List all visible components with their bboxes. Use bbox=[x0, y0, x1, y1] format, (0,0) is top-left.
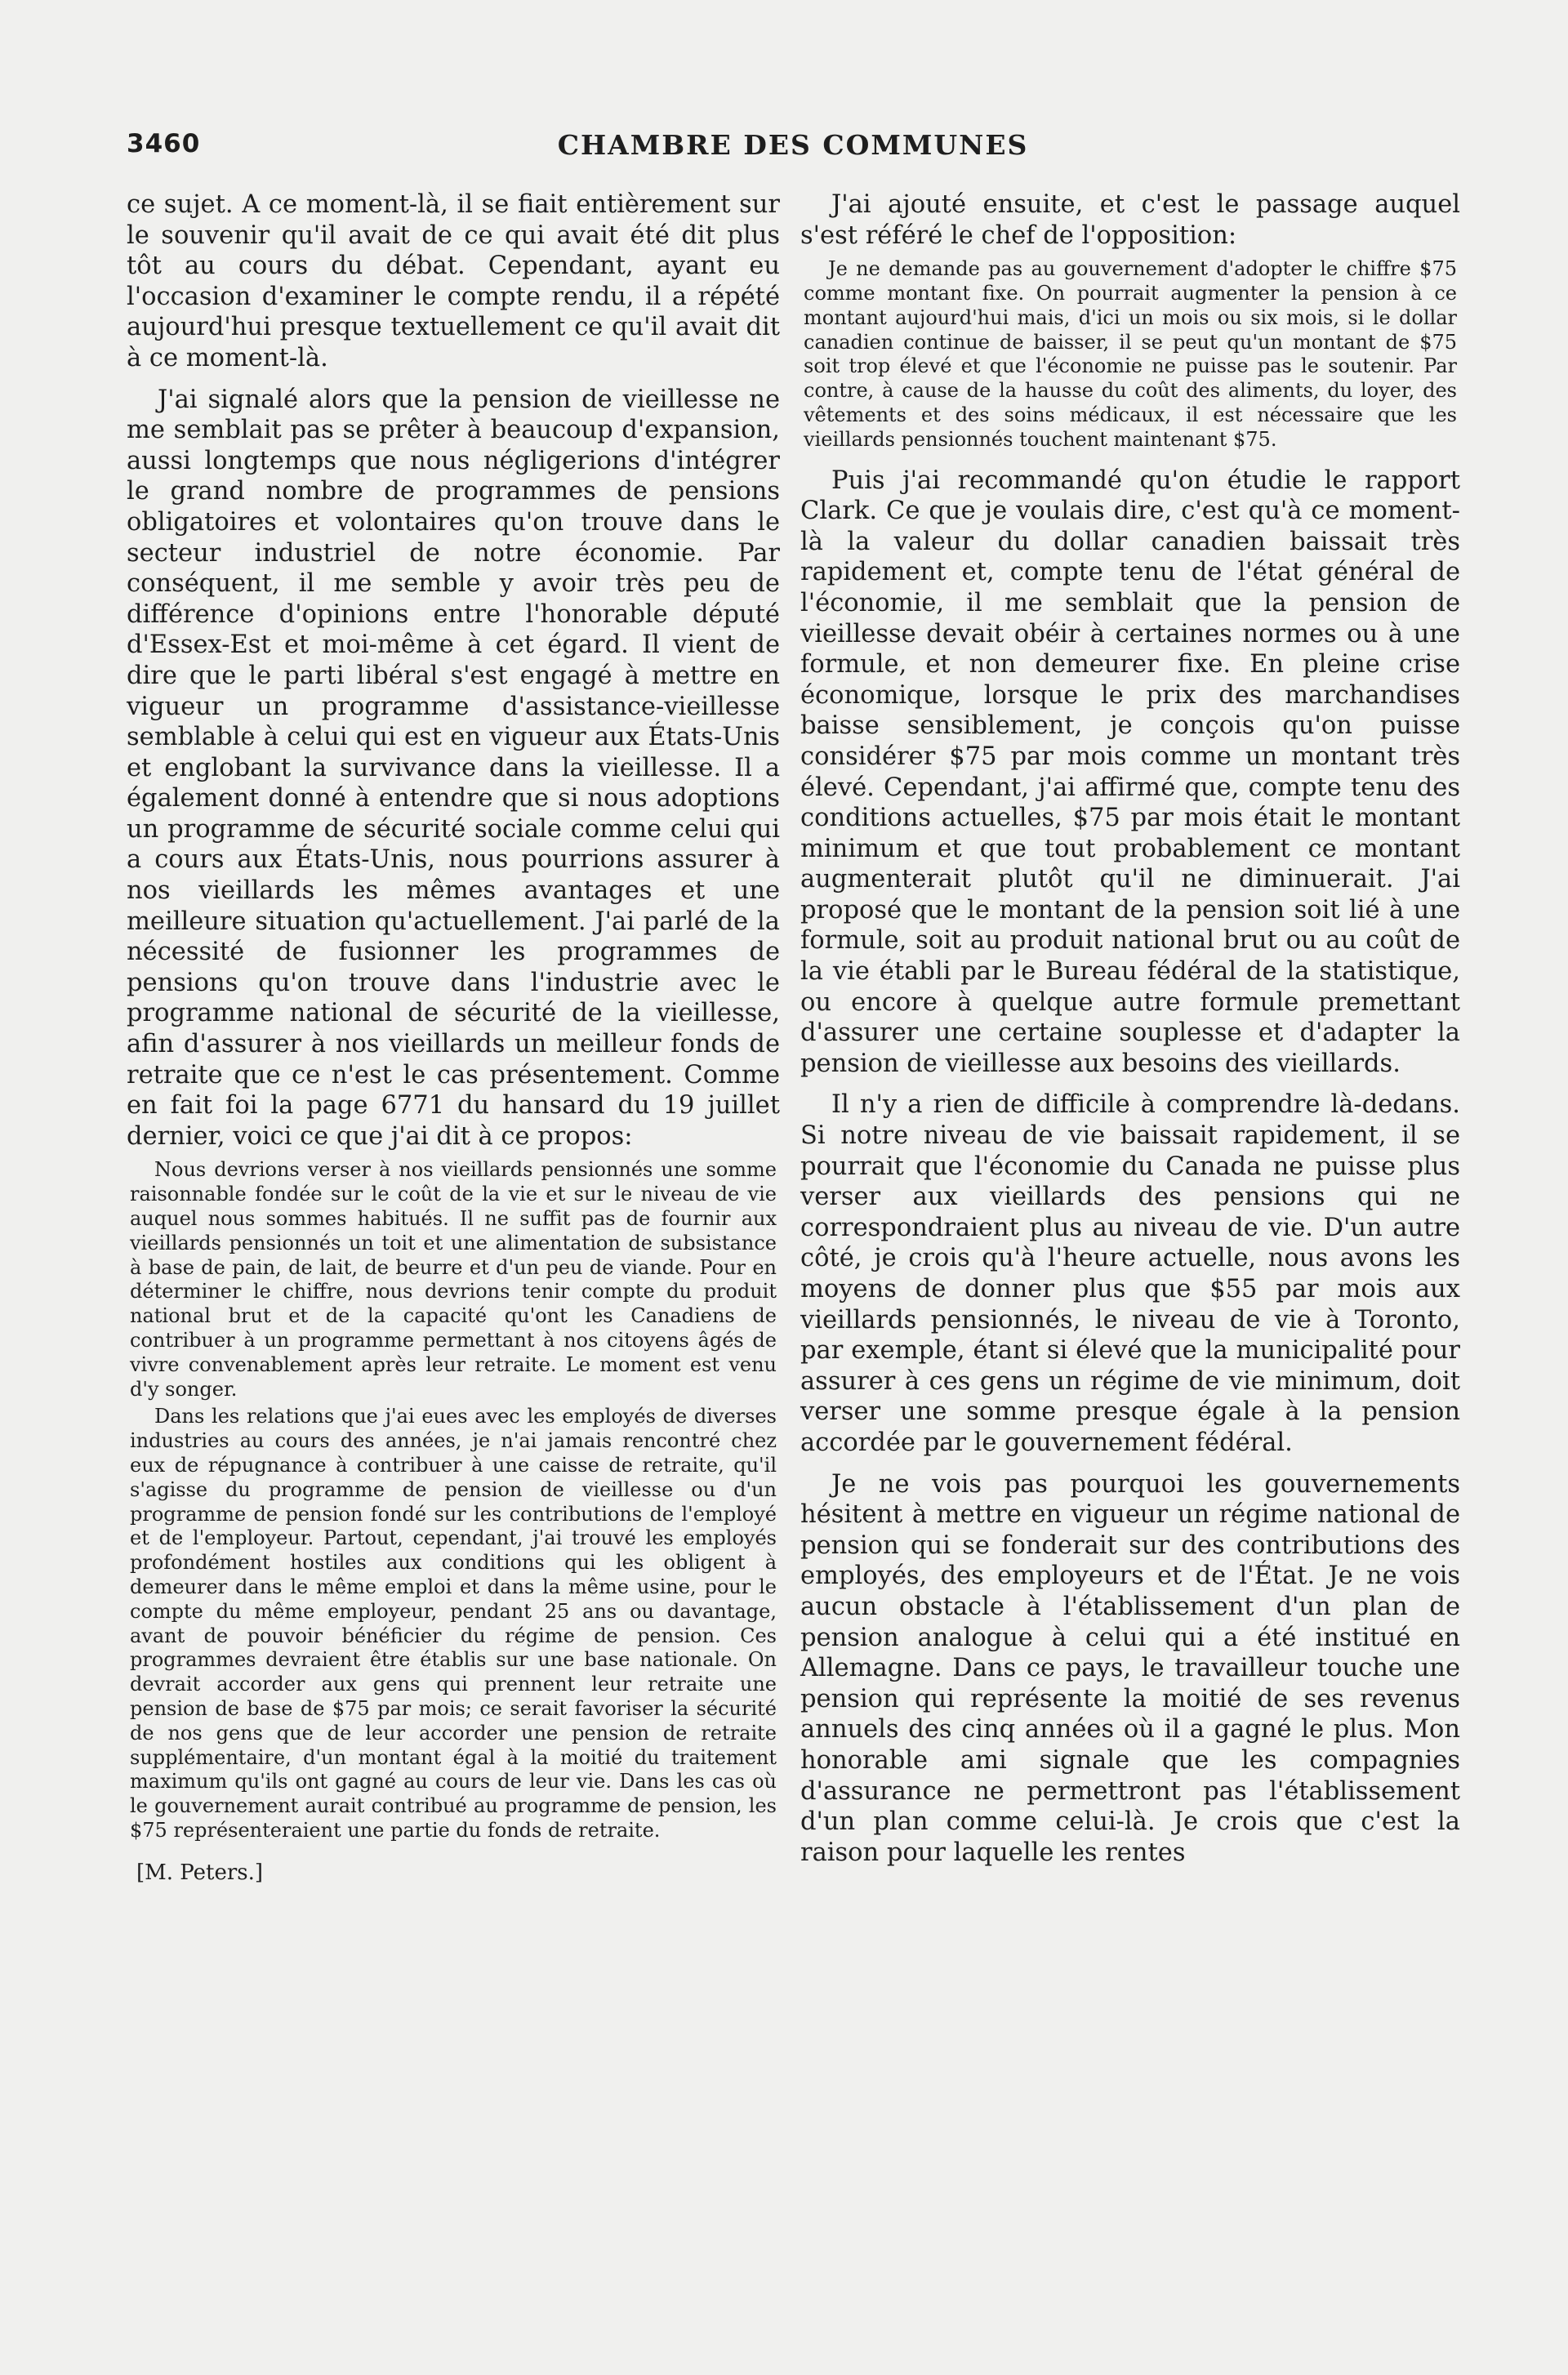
block-quote: Dans les relations que j'ai eues avec les employés de diverses industries au cours des années, je n'ai jamais rencontré chez eux de répugnance à contribuer à une caisse de retraite, qu'il s'agisse du programme de pension de vieillesse ou d'un programme de pension fondé sur les contributions de l'employé et de l'employeur. Partout, cependant, j'ai trouvé les employés profondément hostiles aux conditions qui les obligent à demeurer dans le même emploi et dans la même usine, pour le compte du même employeur, pendant 25 ans ou davantage, avant de pouvoir bénéficier du régime de pension. Ces programmes devraient être établis sur une base nationale. On devrait accorder aux gens qui prennent leur retraite une pension de base de $75 par mois; ce serait favoriser la sécurité de nos gens que de leur accorder une pension de retraite supplémentaire, d'un montant égal à la moitié du traitement maximum qu'ils ont gagné au cours de leur vie. Dans les cas où le gouvernement aurait contribué au programme de pension, les $75 représenteraient une partie du fonds de retraite. bbox=[130, 1405, 777, 1842]
body-paragraph: J'ai ajouté ensuite, et c'est le passage auquel s'est référé le chef de l'opposition: bbox=[800, 190, 1460, 250]
page-header bbox=[127, 129, 1459, 168]
block-quote: Je ne demande pas au gouvernement d'adopter le chiffre $75 comme montant fixe. On pourrait augmenter la pension à ce montant aujourd'hui mais, d'ici un mois ou six mois, si le dollar canadien continue de baisser, il se peut qu'un montant de $75 soit trop élevé et que l'économie ne puisse pas le soutenir. Par contre, à cause de la hausse du coût des aliments, du loyer, des vêtements et des soins médicaux, il est nécessaire que les vieillards pensionnés touchent maintenant $75. bbox=[804, 257, 1457, 451]
speaker-attribution: [M. Peters.] bbox=[136, 1860, 264, 1885]
body-paragraph: Puis j'ai recommandé qu'on étudie le rapport Clark. Ce que je voulais dire, c'est qu'à ce moment-là la valeur du dollar canadien baissait très rapidement et, compte tenu de l'état général de l'économie, il me semblait que la pension de vieillesse devait obéir à certaines normes ou à une formule, et non demeurer fixe. En pleine crise économique, lorsque le prix des marchandises baisse sensiblement, je conçois qu'on puisse considérer $75 par mois comme un montant très élevé. Cependant, j'ai affirmé que, compte tenu des conditions actuelles, $75 par mois était le montant minimum et que tout probablement ce montant augmenterait plutôt qu'il ne diminuerait. J'ai proposé que le montant de la pension soit lié à une formule, soit au produit national brut ou au coût de la vie établi par le Bureau fédéral de la statistique, ou encore à quelque autre formule premettant d'assurer une certaine souplesse et d'adapter la pension de vieillesse aux besoins des vieillards. bbox=[800, 466, 1460, 1078]
left-column bbox=[127, 189, 780, 1886]
body-paragraph: Je ne vois pas pourquoi les gouvernements hésitent à mettre en vigueur un régime national de pension qui se fonderait sur des contributions des employés, des employeurs et de l'État. Je ne vois aucun obstacle à l'établissement d'un plan de pension analogue à celui qui a été institué en Allemagne. Dans ce pays, le travailleur touche une pension qui représente la moitié de ses revenus annuels des cinq années où il a gagné le plus. Mon honorable ami signale que les compagnies d'assurance ne permettront pas l'établissement d'un plan comme celui-là. Je crois que c'est la raison pour laquelle les rentes bbox=[800, 1469, 1460, 1867]
page-number: 3460 bbox=[127, 129, 201, 158]
block-quote: Nous devrions verser à nos vieillards pensionnés une somme raisonnable fondée sur le coût de la vie et sur le niveau de vie auquel nous sommes habitués. Il ne suffit pas de fournir aux vieillards pensionnés un toit et une alimentation de subsistance à base de pain, de lait, de beurre et d'un peu de viande. Pour en déterminer le chiffre, nous devrions tenir compte du produit national brut et de la capacité qu'ont les Canadiens de contribuer à un programme permettant à nos citoyens âgés de vivre convenablement après leur retraite. Le moment est venu d'y songer. bbox=[130, 1158, 777, 1401]
body-paragraph: J'ai signalé alors que la pension de vieillesse ne me semblait pas se prêter à beaucoup d'expansion, aussi longtemps que nous négligerions d'intégrer le grand nombre de programmes de pensions obligatoires et volontaires qu'on trouve dans le secteur industriel de notre économie. Par conséquent, il me semble y avoir très peu de différence d'opinions entre l'honorable député d'Essex-Est et moi-même à cet égard. Il vient de dire que le parti libéral s'est engagé à mettre en vigueur un programme d'assistance-vieillesse semblable à celui qui est en vigueur aux États-Unis et englobant la survivance dans la vieillesse. Il a également donné à entendre que si nous adoptions un programme de sécurité sociale comme celui qui a cours aux États-Unis, nous pourrions assurer à nos vieillards les mêmes avantages et une meilleure situation qu'actuellement. J'ai parlé de la nécessité de fusionner les programmes de pensions qu'on trouve dans l'industrie avec le programme national de sécurité de la vieillesse, afin d'assurer à nos vieillards un meilleur fonds de retraite que ce n'est le cas présentement. Comme en fait foi la page 6771 du hansard du 19 juillet dernier, voici ce que j'ai dit à ce propos: bbox=[127, 385, 780, 1151]
body-paragraph: ce sujet. A ce moment-là, il se fiait entièrement sur le souvenir qu'il avait de ce qui avait été dit plus tôt au cours du débat. Cependant, ayant eu l'occasion d'examiner le compte rendu, il a répété aujourd'hui presque textuellement ce qu'il avait dit à ce moment-là. bbox=[127, 190, 780, 372]
body-paragraph: Il n'y a rien de difficile à comprendre là-dedans. Si notre niveau de vie baissait rapidement, il se pourrait que l'économie du Canada ne puisse plus verser aux vieillards des pensions qui ne correspondraient plus au niveau de vie. D'un autre côté, je crois qu'à l'heure actuelle, nous avons les moyens de donner plus que $55 par mois aux vieillards pensionnés, le niveau de vie à Toronto, par exemple, étant si élevé que la municipalité pour assurer à ces gens un régime de vie minimum, doit verser une somme presque égale à la pension accordée par le gouvernement fédéral. bbox=[800, 1090, 1460, 1457]
right-column bbox=[800, 189, 1460, 1868]
running-title: CHAMBRE DES COMMUNES bbox=[557, 129, 1029, 161]
